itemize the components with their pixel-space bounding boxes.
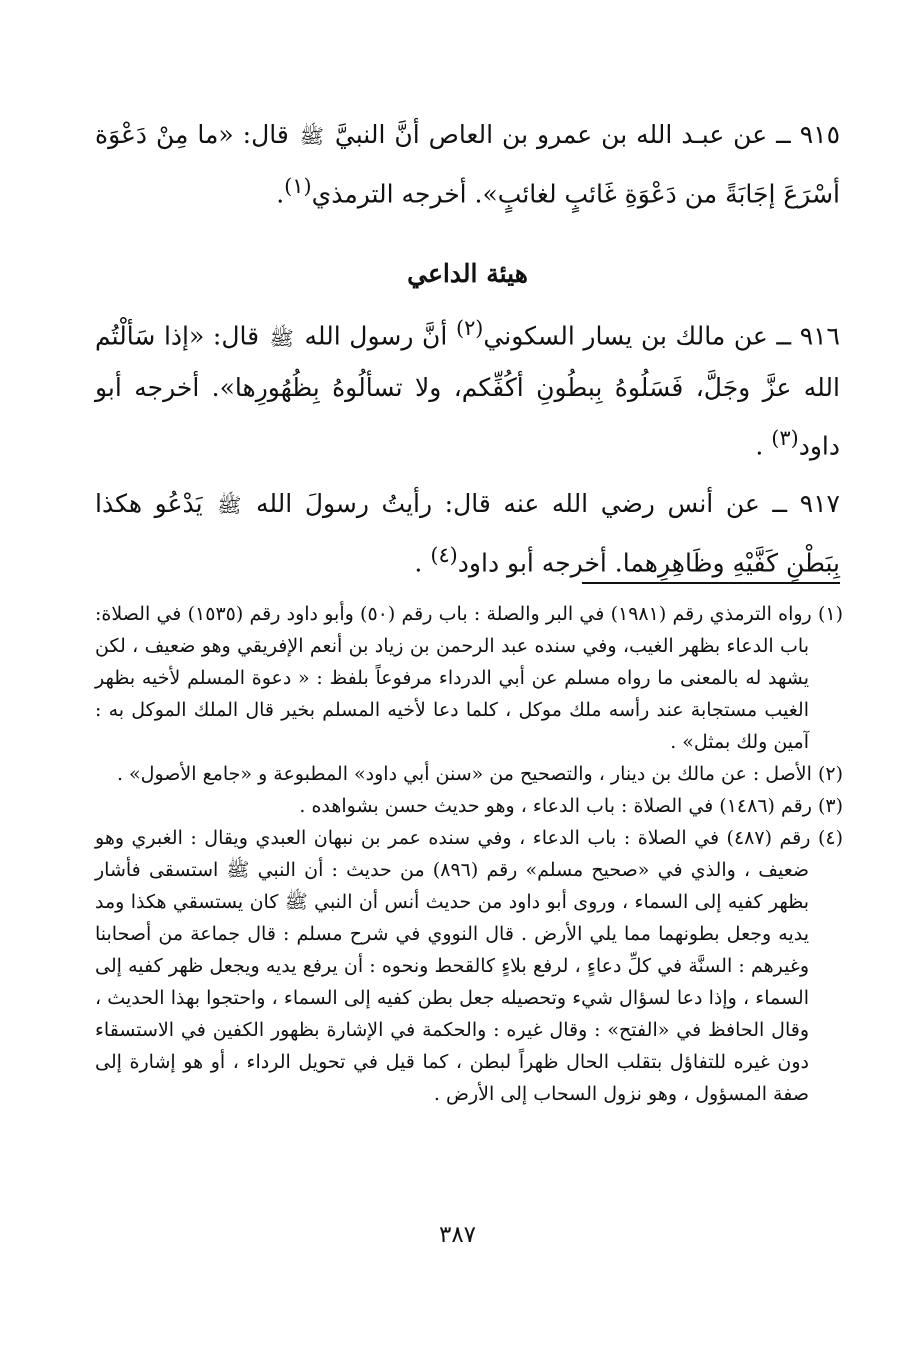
footnote-1: (١) رواه الترمذي رقم (١٩٨١) في البر والصلة : باب رقم (٥٠) وأبو داود رقم (١٥٣٥) في الصلاة: باب الدعاء بظهر الغيب، وفي سنده عبد الرحمن بن زياد بن أنعم الإفريقي وهو ضعيف ، لكن يشهد له بالمعنى ما رواه مسلم عن أبي الدرداء مرفوعاً بلفظ : « دعوة المسلم لأخيه بظهر الغيب مستجابة عند رأسه ملك موكل ، كلما دعا لأخيه المسلم بخير قال الملك الموكل به : آمين ولك بمثل» .	[95, 603, 843, 753]
page-number: ٣٨٧	[438, 1222, 477, 1248]
footnotes	[95, 598, 843, 1110]
hadith-number: ٩١٥	[799, 120, 841, 149]
hadith-text: أنَّ رسول الله	[304, 321, 448, 351]
hadith-number: ٩١٦	[799, 321, 840, 351]
honorific-glyph: ﷺ	[217, 492, 242, 517]
hadith-916	[95, 303, 840, 471]
hadith-end: .	[414, 548, 423, 578]
footnote-divider	[582, 582, 840, 584]
hadith-text: ــ عن أنس رضي الله عنه قال: رأيتُ رسولَ الله	[255, 488, 788, 518]
footnote-ref[interactable]: (٣)	[771, 425, 799, 450]
hadith-end: .	[755, 430, 764, 460]
hadith-text: يَدْعُو هكذا بِبَطْنِ كَفَّيْهِ وظَاهِرِهما. أخرجه أبو داود	[95, 488, 840, 578]
honorific-glyph: ﷺ	[269, 325, 294, 350]
section-title: هيئة الداعي	[407, 259, 528, 289]
hadith-text: ــ عن مالك بن يسار السكوني	[483, 321, 792, 351]
hadith-917	[95, 479, 840, 588]
hadith-number: ٩١٧	[799, 488, 840, 518]
hadith-end: .	[276, 179, 285, 209]
footnote-3: (٣) رقم (١٤٨٦) في الصلاة : باب الدعاء ، وهو حديث حسن بشواهده .	[299, 795, 843, 817]
hadith-915	[95, 110, 840, 219]
main-text	[95, 110, 840, 588]
honorific-glyph: ﷺ	[299, 124, 324, 148]
footnote-ref[interactable]: (١)	[284, 174, 312, 198]
footnote-ref[interactable]: (٢)	[455, 316, 484, 341]
footnote-4: (٤) رقم (٤٨٧) في الصلاة : باب الدعاء ، وفي سنده عمر بن نبهان العبدي ويقال : الغبري وهو ضعيف ، والذي في «صحيح مسلم» رقم (٨٩٦) من حديث : أن النبي ﷺ استسقى فأشار بظهر كفيه إلى السماء ، وروى أبو داود من حديث أنس أن النبي ﷺ كان يستسقي هكذا ومد يديه وجعل بطونهما مما يلي الأرض . قال النووي في شرح مسلم : قال جماعة من أصحابنا وغيرهم : السنَّة في كلِّ دعاءٍ ، لرفع بلاءٍ كالقحط ونحوه : أن يرفع يديه ويجعل ظهر كفيه إلى السماء ، وإذا دعا لسؤال شيء وتحصيله جعل بطن كفيه إلى السماء ، واحتجوا بهذا الحديث ، وقال الحافظ في «الفتح» : وقال غيره : والحكمة في الإشارة بظهور الكفين في الاستسقاء دون غيره للتفاؤل بتقلب الحال ظهراً لبطن ، كما قيل في تحويل الرداء ، أو هو إشارة إلى صفة المسؤول ، وهو نزول السحاب إلى الأرض .	[95, 827, 843, 1105]
hadith-text: قال: «إذا سَألْتُم الله عزَّ وجَلَّ، فَسَلُوهُ بِبطُونِ أكُفِّكم، ولا تسألُوهُ بِظُهُورِها». أخرجه أبو داود	[95, 321, 840, 460]
footnote-2: (٢) الأصل : عن مالك بن دينار ، والتصحيح من «سنن أبي داود» المطبوعة و «جامع الأصول» .	[116, 763, 843, 785]
footnote-ref[interactable]: (٤)	[430, 542, 458, 567]
hadith-text: ــ عن عبـد الله بن عمرو بن العاص أنَّ النبيَّ	[334, 120, 791, 149]
hadith-text: قال: «ما مِنْ دَعْوَة أسْرَعَ إجَابَةً من دَعْوَةِ غَائبٍ لغائبٍ». أخرجه الترمذي	[95, 120, 840, 209]
